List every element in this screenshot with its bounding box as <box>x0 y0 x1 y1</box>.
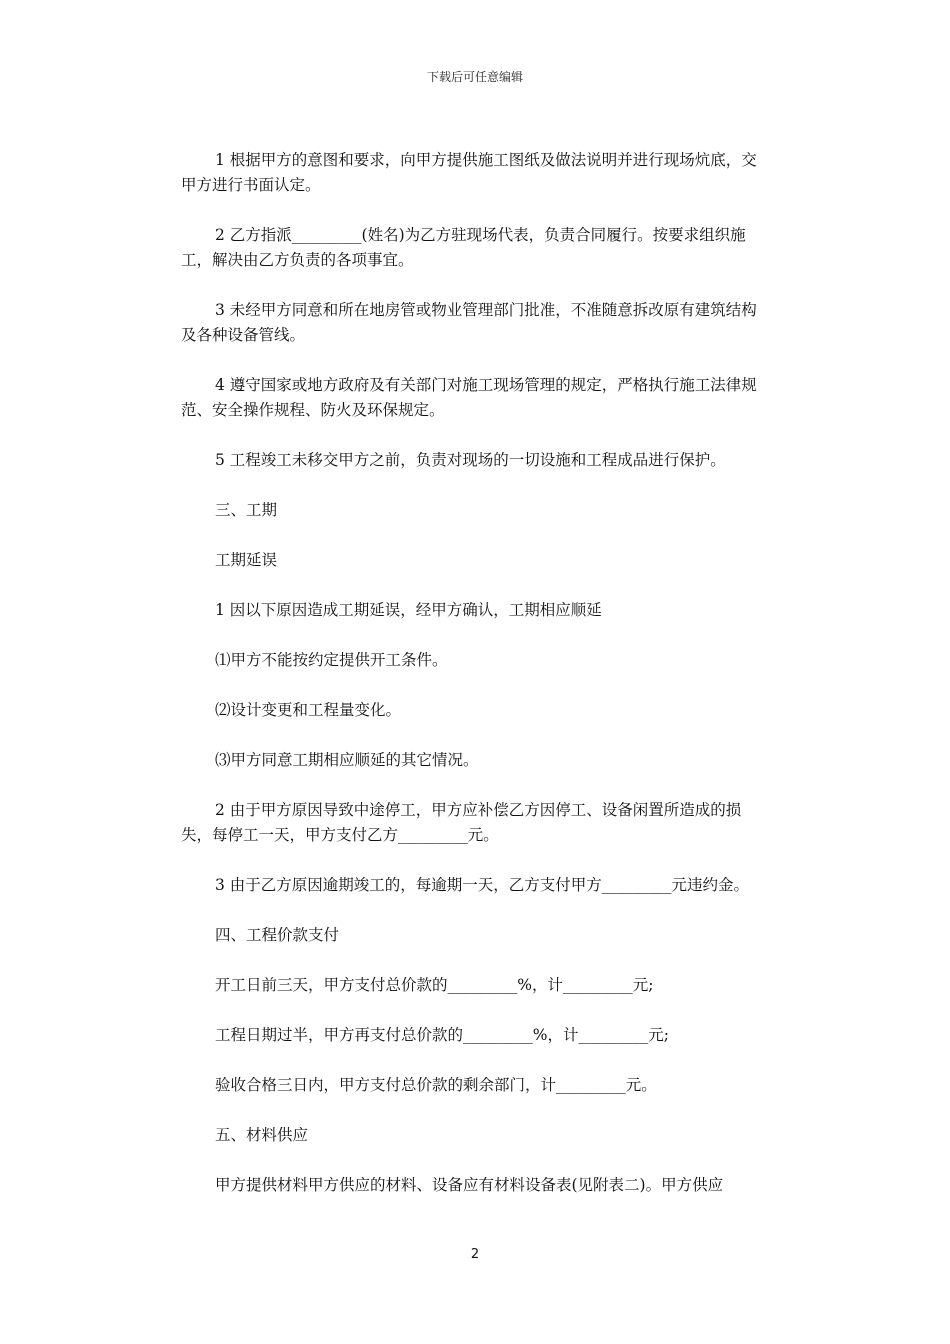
paragraph-delay-2: 2 由于甲方原因导致中途停工，甲方应补偿乙方因停工、设备闲置所造成的损失，每停工一天，甲方支付乙方_________元。 <box>181 801 742 844</box>
list-item-3: ⑶甲方同意工期相应顺延的其它情况。 <box>215 751 479 769</box>
subheading-delay: 工期延误 <box>215 551 278 569</box>
payment-line-1: 开工日前三天，甲方支付总价款的_________%，计_________元; <box>215 976 654 994</box>
section-heading-payment: 四、工程价款支付 <box>215 926 340 944</box>
paragraph-4: 4 遵守国家或地方政府及有关部门对施工现场管理的规定，严格执行施工法律规范、安全操作规程、防火及环保规定。 <box>181 376 757 419</box>
section-heading-schedule: 三、工期 <box>215 501 278 519</box>
page-header: 下载后可任意编辑 <box>426 70 523 84</box>
paragraph-2: 2 乙方指派_________(姓名)为乙方驻现场代表，负责合同履行。按要求组织施工，解决由乙方负责的各项事宜。 <box>181 226 746 269</box>
paragraph-delay-3: 3 由于乙方原因逾期竣工的，每逾期一天，乙方支付甲方_________元违约金。 <box>215 876 750 894</box>
payment-line-3: 验收合格三日内，甲方支付总价款的剩余部门，计_________元。 <box>215 1076 657 1094</box>
payment-line-2: 工程日期过半，甲方再支付总价款的_________%，计_________元; <box>215 1026 669 1044</box>
paragraph-delay-1: 1 因以下原因造成工期延误，经甲方确认，工期相应顺延 <box>215 601 602 619</box>
list-item-1: ⑴甲方不能按约定提供开工条件。 <box>215 651 448 669</box>
paragraph-1: 1 根据甲方的意图和要求，向甲方提供施工图纸及做法说明并进行现场炕底，交甲方进行书面认定。 <box>181 151 757 194</box>
section-heading-materials: 五、材料供应 <box>215 1126 309 1144</box>
page-number: 2 <box>470 1247 480 1262</box>
list-item-2: ⑵设计变更和工程量变化。 <box>215 701 402 719</box>
document-body <box>181 148 771 1223</box>
paragraph-3: 3 未经甲方同意和所在地房管或物业管理部门批准，不准随意拆改原有建筑结构及各种设备管线。 <box>181 301 757 344</box>
paragraph-materials: 甲方提供材料甲方供应的材料、设备应有材料设备表(见附表二)。甲方供应 <box>215 1176 724 1194</box>
paragraph-5: 5 工程竣工未移交甲方之前，负责对现场的一切设施和工程成品进行保护。 <box>215 451 726 469</box>
